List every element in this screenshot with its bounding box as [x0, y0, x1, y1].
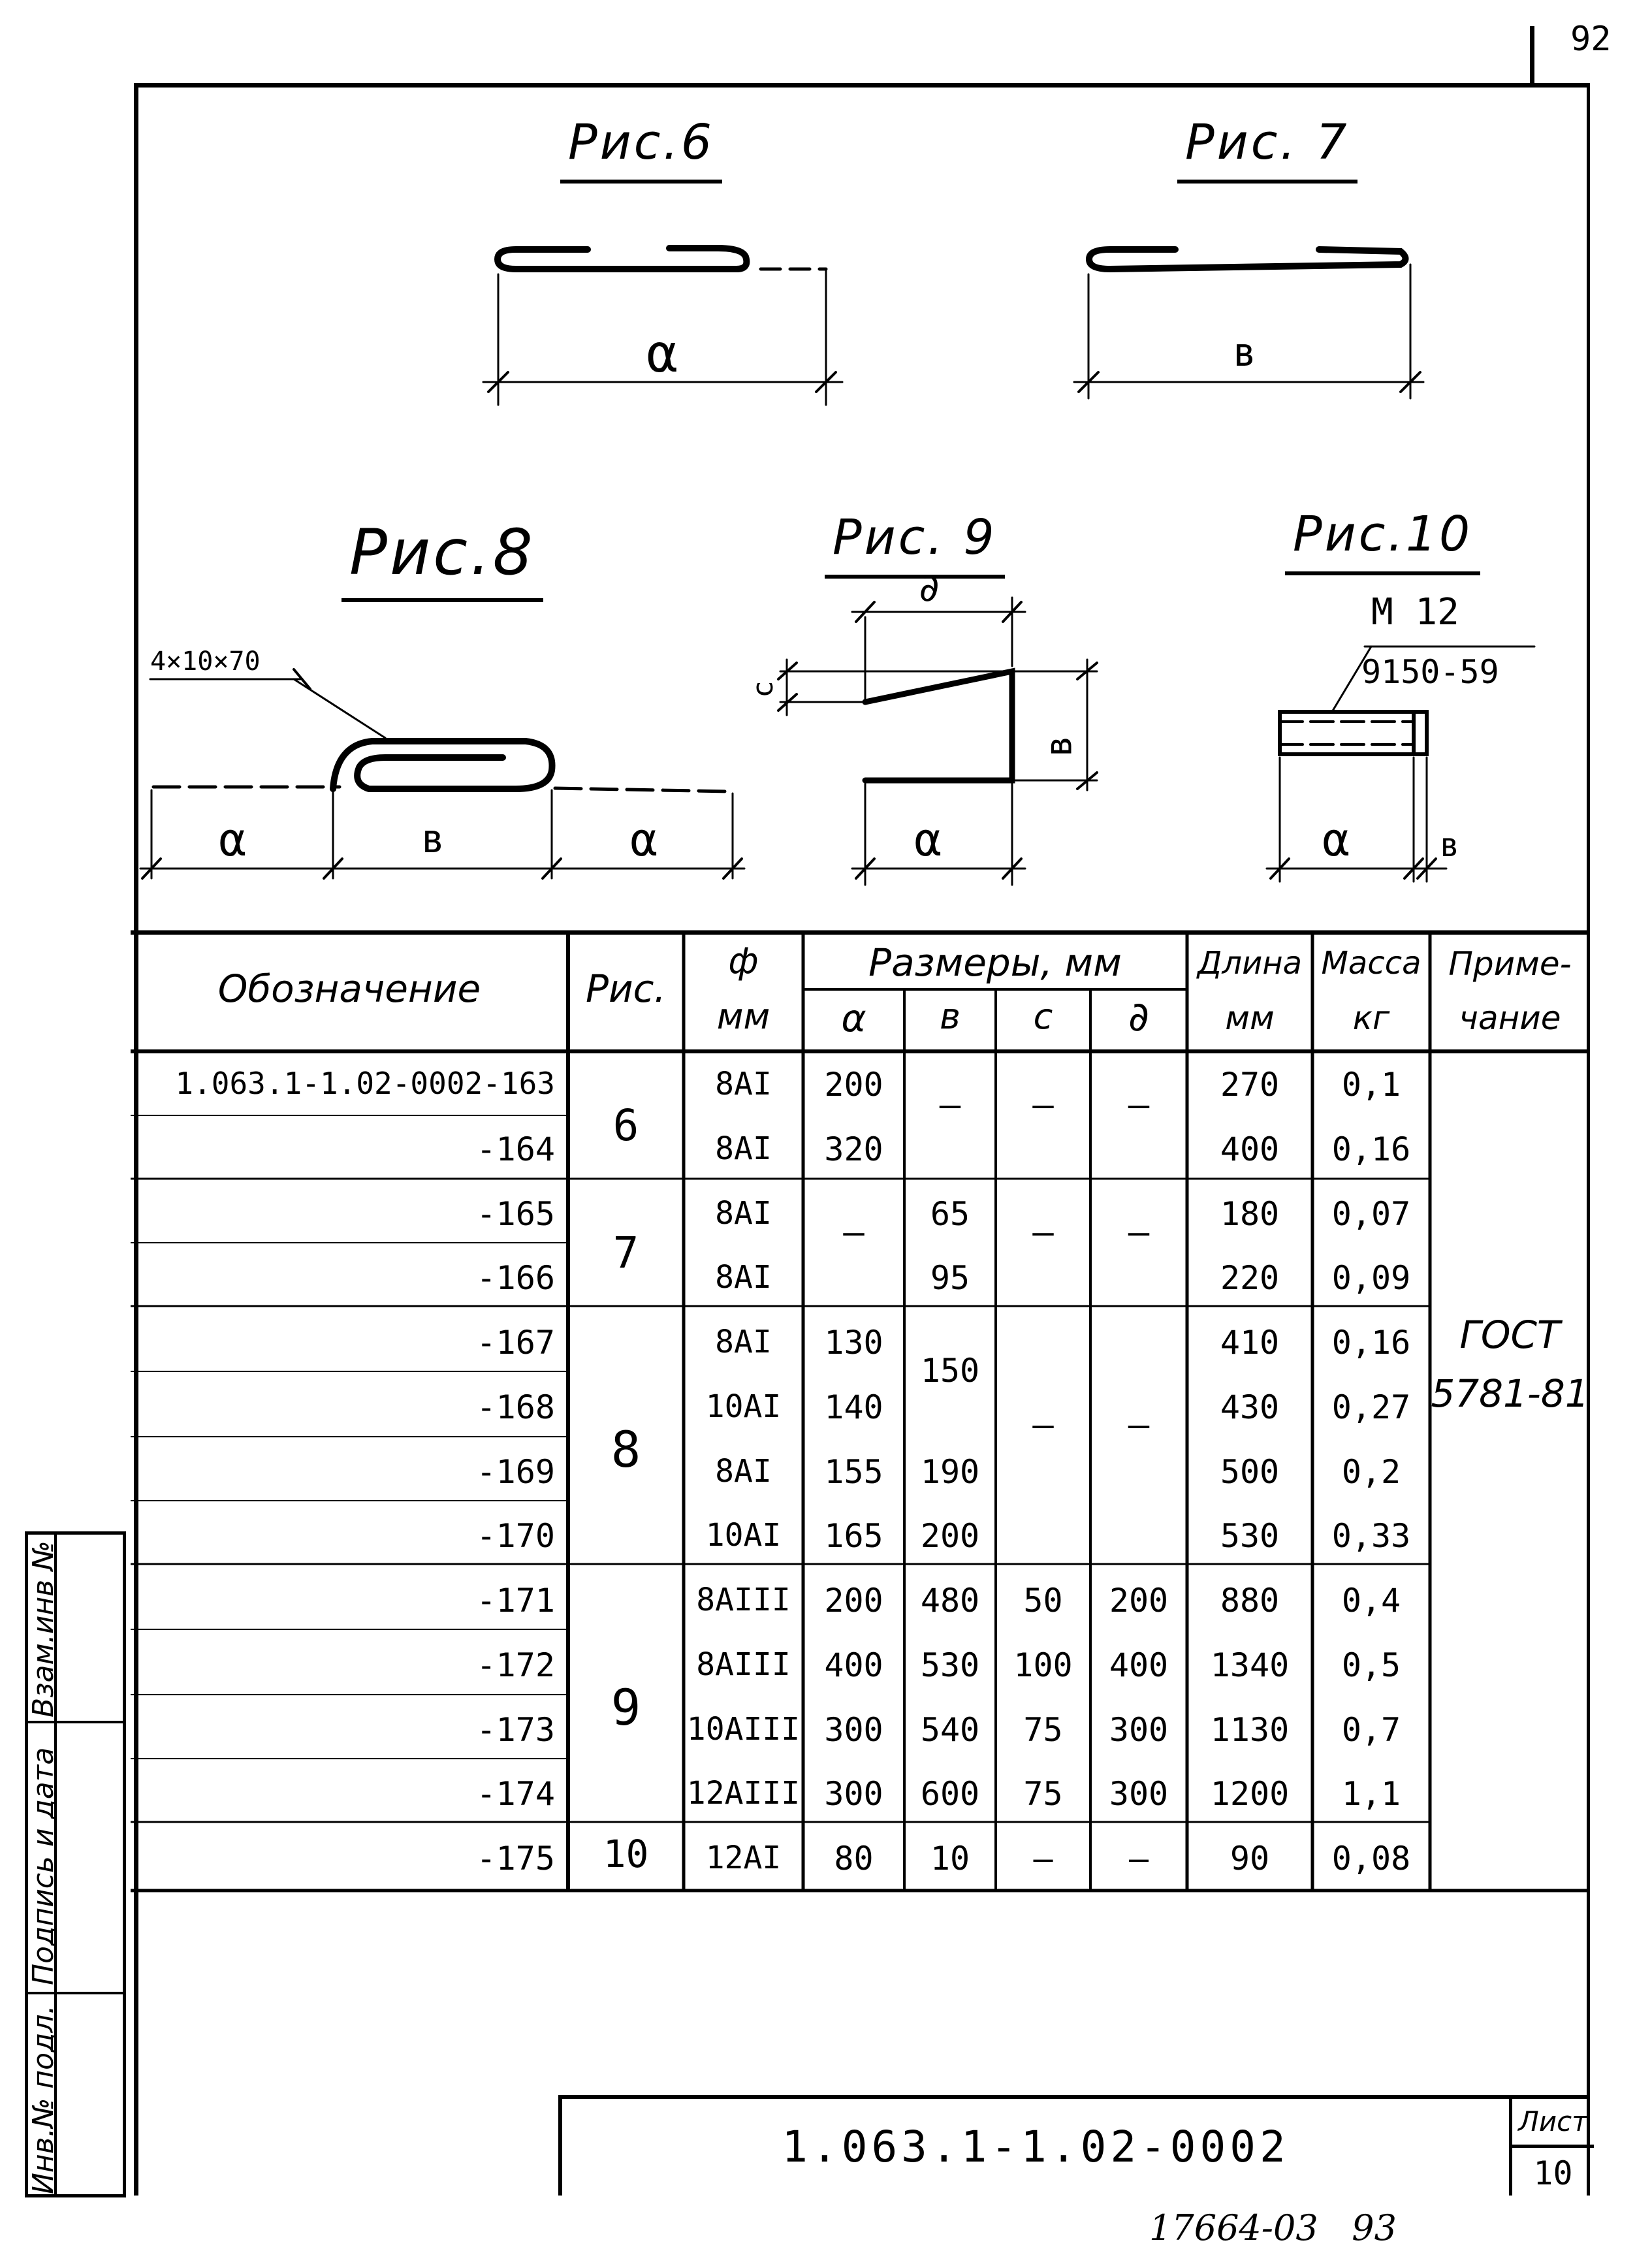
- table-cell-mass: 0,08: [1331, 1840, 1411, 1877]
- fig-cell-9: 9: [611, 1678, 641, 1736]
- table-cell-phi: 8AIII: [696, 1646, 791, 1683]
- table-cell-length: 410: [1220, 1324, 1280, 1362]
- header-b: в: [940, 996, 960, 1037]
- table-cell-designation: -169: [476, 1452, 555, 1491]
- table-cell-designation: -168: [476, 1388, 555, 1426]
- fig9-dim-a: α: [914, 813, 942, 867]
- table-cell-mass: 0,09: [1331, 1259, 1411, 1298]
- dash-d-163-164: —: [1128, 1084, 1150, 1125]
- b-167-168: 150: [920, 1352, 980, 1390]
- table-cell-a: 320: [824, 1130, 883, 1168]
- table-cell-a: 300: [824, 1775, 883, 1813]
- table-cell-designation: 1.063.1-1.02-0002-163: [175, 1066, 555, 1101]
- dash-c-163-164: —: [1032, 1084, 1054, 1125]
- fig10-standard: 9150-59: [1361, 653, 1499, 691]
- title-block-sheet-number: 10: [1533, 2154, 1573, 2192]
- stamp-inv: Инв.№ подл.: [27, 2005, 60, 2194]
- fig9-dim-c: с: [746, 680, 780, 698]
- table-cell-d: 300: [1109, 1710, 1169, 1749]
- header-note-bottom: чание: [1459, 999, 1561, 1037]
- fig8-callout: 4×10×70: [150, 647, 261, 677]
- table-cell-b: 95: [930, 1259, 970, 1298]
- fig10-title: Рис.10: [1293, 506, 1472, 562]
- table-cell-c: 75: [1023, 1710, 1063, 1749]
- table-cell-c: 75: [1023, 1775, 1063, 1813]
- table-cell-a: 165: [824, 1517, 883, 1556]
- fig10-thread: М 12: [1371, 591, 1459, 633]
- fig8-title: Рис.8: [349, 516, 535, 589]
- table-cell-d: —: [1128, 1840, 1149, 1877]
- table-cell-phi: 8AIII: [696, 1582, 791, 1618]
- table-cell-a: 155: [824, 1452, 883, 1491]
- table-cell-phi: 8AI: [715, 1324, 772, 1360]
- table-cell-phi: 10AI: [705, 1388, 782, 1425]
- table-cell-c: —: [1033, 1840, 1053, 1877]
- table-cell-b: 10: [930, 1840, 970, 1877]
- table-cell-mass: 0,16: [1331, 1324, 1411, 1362]
- header-length-top: Длина: [1197, 945, 1303, 982]
- table-cell-phi: 8AI: [715, 1452, 772, 1490]
- table-cell-a: 130: [824, 1324, 883, 1362]
- table-cell-phi: 12AI: [705, 1840, 782, 1876]
- table-cell-phi: 10AI: [705, 1517, 782, 1554]
- table-cell-a: 200: [824, 1066, 883, 1104]
- table-cell-designation: -170: [476, 1517, 555, 1556]
- table-cell-length: 180: [1220, 1194, 1280, 1233]
- table-cell-a: 300: [824, 1710, 883, 1749]
- table-cell-designation: -171: [476, 1582, 555, 1620]
- table-cell-c: 100: [1013, 1646, 1073, 1684]
- fig9-title: Рис. 9: [833, 509, 997, 566]
- footer-note: 17664-03 93: [1149, 2207, 1397, 2248]
- stamp-vzam: Взам.инв №: [27, 1541, 60, 1717]
- table-cell-a: 400: [824, 1646, 883, 1684]
- fig8-dim-a2: α: [630, 813, 658, 867]
- table-cell-mass: 1,1: [1341, 1775, 1401, 1813]
- stamp-podpis: Подпись и дата: [27, 1747, 60, 1985]
- table-cell-length: 880: [1220, 1582, 1280, 1620]
- table-cell-c: 50: [1023, 1582, 1063, 1620]
- table-cell-designation: -173: [476, 1710, 555, 1749]
- fig-cell-7: 7: [612, 1228, 639, 1278]
- table-cell-designation: -166: [476, 1259, 555, 1298]
- fig10-dim-b: в: [1440, 826, 1460, 864]
- header-note-top: Приме-: [1448, 945, 1572, 983]
- fig7-title: Рис. 7: [1185, 114, 1350, 170]
- table-cell-phi: 12AIII: [686, 1775, 801, 1812]
- header-phi-top: ф: [728, 940, 759, 982]
- table-cell-length: 400: [1220, 1130, 1280, 1168]
- table-cell-length: 1340: [1210, 1646, 1290, 1684]
- table-cell-designation: -167: [476, 1324, 555, 1362]
- table-cell-length: 1200: [1210, 1775, 1290, 1813]
- header-mass-top: Масса: [1321, 945, 1421, 982]
- table-cell-designation: -165: [476, 1194, 555, 1233]
- title-block-code: 1.063.1-1.02-0002: [782, 2122, 1290, 2172]
- table-cell-phi: 8AI: [715, 1259, 772, 1296]
- table-cell-b: 480: [920, 1582, 980, 1620]
- table-cell-phi: 8AI: [715, 1194, 772, 1232]
- table-cell-designation: -164: [476, 1130, 555, 1168]
- table-cell-mass: 0,1: [1341, 1066, 1401, 1104]
- header-dims: Размеры, мм: [868, 940, 1122, 985]
- table-cell-b: 200: [920, 1517, 980, 1556]
- dash-d-165-166: —: [1128, 1211, 1150, 1253]
- table-cell-phi: 8AI: [715, 1130, 772, 1167]
- table-cell-a: 140: [824, 1388, 883, 1426]
- table-cell-length: 270: [1220, 1066, 1280, 1104]
- table-cell-length: 1130: [1210, 1710, 1290, 1749]
- table-cell-mass: 0,16: [1331, 1130, 1411, 1168]
- note-gost-number: 5781-81: [1431, 1371, 1589, 1416]
- table-cell-b: 600: [920, 1775, 980, 1813]
- table-cell-a: 200: [824, 1582, 883, 1620]
- fig6-dim-a: α: [646, 323, 678, 384]
- fig8-dim-a1: α: [219, 813, 247, 867]
- table-cell-b: 190: [920, 1452, 980, 1491]
- table-cell-mass: 0,4: [1341, 1582, 1401, 1620]
- fig-cell-6: 6: [612, 1100, 639, 1151]
- fig9-dim-d: ∂: [917, 565, 942, 611]
- table-cell-designation: -172: [476, 1646, 555, 1684]
- table-cell-b: 530: [920, 1646, 980, 1684]
- fig6-title: Рис.6: [568, 114, 714, 170]
- header-designation: Обозначение: [217, 966, 481, 1011]
- table-cell-designation: -175: [476, 1840, 555, 1877]
- table-cell-phi: 10AIII: [686, 1710, 801, 1748]
- table-cell-b: 65: [930, 1194, 970, 1233]
- fig9-dim-b: в: [1038, 735, 1081, 758]
- title-block-sheet-label: Лист: [1518, 2105, 1588, 2137]
- fig10-dim-a: α: [1322, 813, 1350, 867]
- header-mass-bottom: кг: [1352, 999, 1390, 1037]
- table-cell-mass: 0,33: [1331, 1517, 1411, 1556]
- dash-d-167-170: —: [1128, 1404, 1150, 1445]
- table-cell-length: 430: [1220, 1388, 1280, 1426]
- header-length-bottom: мм: [1225, 999, 1275, 1037]
- table-cell-mass: 0,27: [1331, 1388, 1411, 1426]
- table-cell-mass: 0,2: [1341, 1452, 1401, 1491]
- header-phi-bottom: мм: [716, 996, 770, 1037]
- table-cell-mass: 0,07: [1331, 1194, 1411, 1233]
- table-cell-designation: -174: [476, 1775, 555, 1813]
- table-cell-d: 400: [1109, 1646, 1169, 1684]
- note-gost: ГОСТ: [1459, 1313, 1561, 1357]
- header-c: с: [1033, 996, 1053, 1037]
- header-fig: Рис.: [586, 966, 666, 1011]
- fig-cell-8: 8: [611, 1420, 641, 1478]
- header-a: α: [841, 996, 866, 1040]
- table-cell-b: 540: [920, 1710, 980, 1749]
- fig8-dim-b: в: [421, 816, 445, 862]
- dash-a-165-166: —: [843, 1211, 865, 1253]
- dash-c-165-166: —: [1032, 1211, 1054, 1253]
- table-cell-mass: 0,5: [1341, 1646, 1401, 1684]
- fig7-dim-b: в: [1233, 330, 1257, 375]
- table-cell-length: 500: [1220, 1452, 1280, 1491]
- table-cell-mass: 0,7: [1341, 1710, 1401, 1749]
- table-cell-d: 300: [1109, 1775, 1169, 1813]
- fig-cell-10: 10: [603, 1832, 649, 1876]
- table-cell-length: 530: [1220, 1517, 1280, 1556]
- dash-b-163-164: —: [939, 1084, 961, 1125]
- table-cell-d: 200: [1109, 1582, 1169, 1620]
- header-d: ∂: [1128, 993, 1150, 1040]
- table-cell-length: 220: [1220, 1259, 1280, 1298]
- side-stamp: [25, 1531, 126, 2197]
- table-cell-a: 80: [834, 1840, 874, 1877]
- dash-c-167-170: —: [1032, 1404, 1054, 1445]
- table-cell-phi: 8AI: [715, 1066, 772, 1102]
- table-cell-length: 90: [1230, 1840, 1270, 1877]
- page-number: 92: [1570, 20, 1611, 59]
- title-block: [558, 2095, 1590, 2196]
